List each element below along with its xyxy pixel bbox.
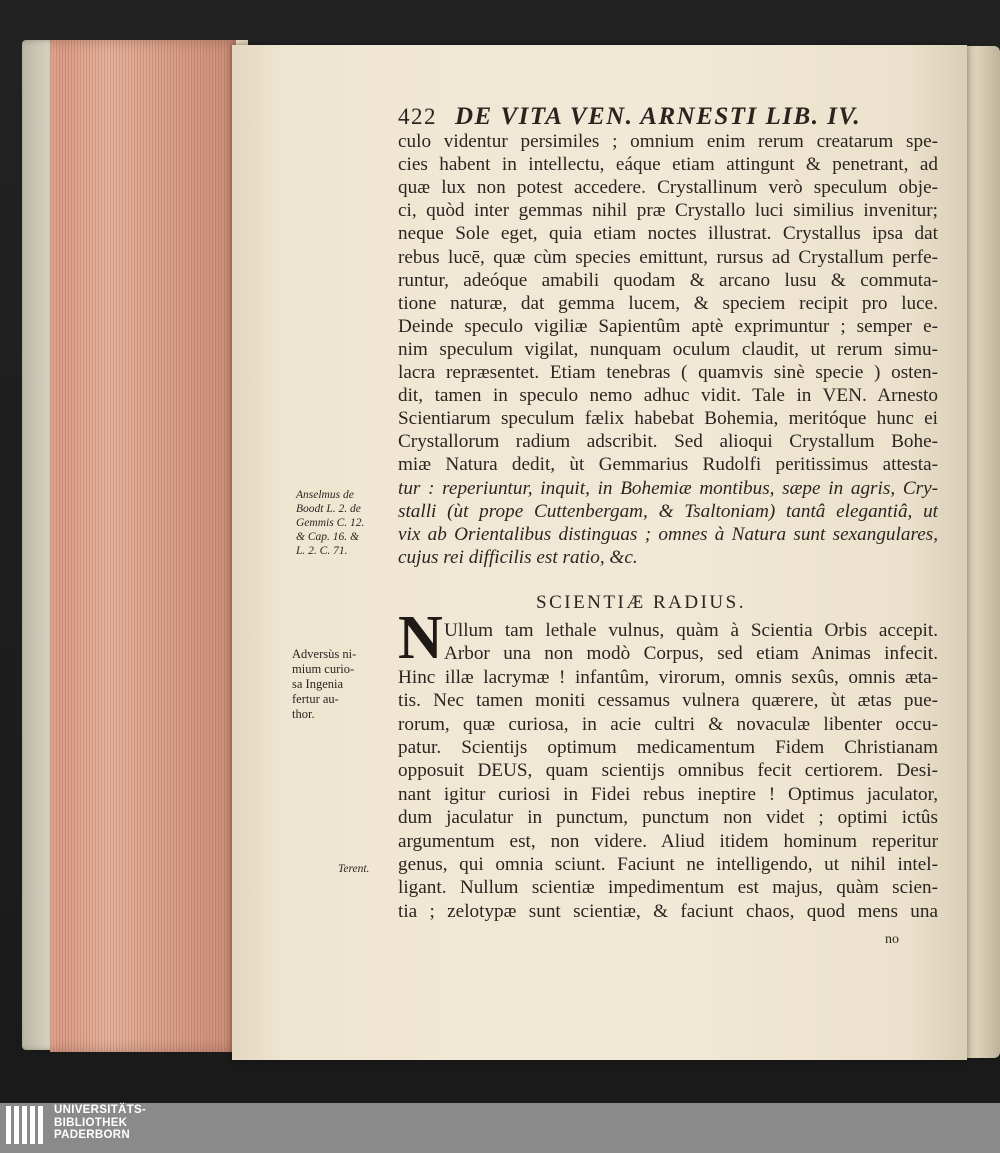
margin-note-adversus bbox=[292, 647, 400, 722]
margin-note-line: mium curio- bbox=[292, 662, 355, 676]
page-block-edges bbox=[50, 40, 245, 1052]
section-line: nant igitur curiosi in Fidei rebus ineptire ! Optimus jaculator, bbox=[398, 783, 938, 805]
body-line: tione naturæ, dat gemma lucem, & speciem recipit pro luce. bbox=[398, 292, 938, 314]
running-title: DE VITA VEN. ARNESTI LIB. IV. bbox=[455, 103, 862, 130]
margin-note-line: Anselmus de bbox=[296, 489, 354, 501]
body-line: rebus lucē, quæ cùm species emittunt, rursus ad Crystallum perfe- bbox=[398, 246, 938, 268]
margin-note-line: Boodt L. 2. de bbox=[296, 503, 361, 515]
running-head bbox=[398, 103, 898, 131]
margin-note-line: fertur au- bbox=[292, 692, 339, 706]
body-line: quæ lux non potest accedere. Crystallinum verò speculum obje- bbox=[398, 177, 938, 199]
body-line: Deinde speculo vigiliæ Sapientûm aptè exprimuntur ; semper e- bbox=[398, 315, 938, 337]
page-number: 422 bbox=[398, 104, 437, 129]
section-line: tia ; zelotypæ sunt scientiæ, & faciunt chaos, quod mens una bbox=[398, 900, 938, 922]
body-line: Crystallorum radium adscribit. Sed alioqui Crystallum Bohe- bbox=[398, 431, 938, 453]
margin-note-terent: Terent. bbox=[338, 863, 370, 875]
body-line: tur : reperiuntur, inquit, in Bohemiæ montibus, sæpe in agris, Cry- bbox=[398, 477, 938, 499]
section-line: tis. Nec tamen moniti cessamus vulnera quærere, ùt ætas pue- bbox=[398, 690, 938, 712]
section-line: Hinc illæ lacrymæ ! infantûm, virorum, omnis sexûs, omnis æta- bbox=[398, 666, 938, 688]
section-line: ligant. Nullum scientiæ impedimentum est majus, quàm scien- bbox=[398, 877, 938, 899]
body-line: Scientiarum speculum fælix habebat Bohemia, meritóque hunc ei bbox=[398, 408, 938, 430]
body-line: neque Sole eget, quia etiam noctes illustrat. Crystallus ipsa dat bbox=[398, 223, 938, 245]
body-line: lacra repræsentet. Etiam tenebras ( quamvis sinè specie ) osten- bbox=[398, 362, 938, 383]
section-title: SCIENTIÆ RADIUS. bbox=[536, 592, 746, 613]
margin-note-line: Adversùs ni- bbox=[292, 647, 357, 661]
margin-note-line: thor. bbox=[292, 707, 315, 721]
section-line: dum jaculatur in punctum, punctum non videt ; optimi ictûs bbox=[398, 807, 938, 829]
library-logo-icon bbox=[6, 1106, 46, 1144]
margin-note-anselmus bbox=[296, 488, 404, 558]
section-line: Arbor una non modò Corpus, sed etiam Animas infecit. bbox=[444, 643, 938, 665]
margin-note-line: L. 2. C. 71. bbox=[296, 545, 348, 557]
section-line: opposuit DEUS, quam scientijs omnibus fecit certiorem. Desi- bbox=[398, 760, 938, 782]
section-line: genus, qui omnia sciunt. Faciunt ne intelligendo, ut nihil intel- bbox=[398, 854, 938, 875]
margin-note-line: Gemmis C. 12. bbox=[296, 517, 365, 529]
body-line: dit, tamen in speculo nemo adhuc vidit. Tale in VEN. Arnesto bbox=[398, 385, 938, 407]
body-line: ci, quòd inter gemmas nihil præ Crystallo luci similius invenitur; bbox=[398, 200, 938, 222]
library-logo-text: UNIVERSITÄTS- BIBLIOTHEK PADERBORN bbox=[54, 1104, 147, 1141]
drop-cap: N bbox=[398, 604, 443, 672]
section-line: rorum, quæ curiosa, in acie cultri & novaculæ libenter occu- bbox=[398, 713, 938, 735]
body-line: stalli (ùt prope Cuttenbergam, & Tsaltoniam) tantâ elegantiâ, ut bbox=[398, 500, 938, 522]
body-line: nim speculum vigilat, nunquam oculum claudit, ut rerum simu- bbox=[398, 338, 938, 360]
section-line: patur. Scientijs optimum medicamentum Fidem Christianam bbox=[398, 737, 938, 758]
body-line: culo videntur persimiles ; omnium enim rerum creatarum spe- bbox=[398, 131, 938, 152]
library-footer bbox=[0, 1103, 1000, 1153]
body-line: runtur, adeóque amabili quodam & arcano lusu & commuta- bbox=[398, 269, 938, 291]
catchword: no bbox=[885, 932, 899, 947]
body-line: vix ab Orientalibus distinguas ; omnes à Natura sunt sexangulares, bbox=[398, 523, 938, 545]
body-line: cies habent in intellectu, eáque etiam attingunt & penetrant, ad bbox=[398, 154, 938, 176]
margin-note-line: sa Ingenia bbox=[292, 677, 344, 691]
section-line: Ullum tam lethale vulnus, quàm à Scientia Orbis accepit. bbox=[444, 620, 938, 641]
body-line: miæ Natura dedit, ùt Gemmarius Rudolfi peritissimus attesta- bbox=[398, 454, 938, 476]
section-line: argumentum est, non videre. Aliud itidem hominum reperitur bbox=[398, 830, 938, 852]
margin-note-line: & Cap. 16. & bbox=[296, 531, 359, 543]
body-line: cujus rei difficilis est ratio, &c. bbox=[398, 546, 638, 568]
